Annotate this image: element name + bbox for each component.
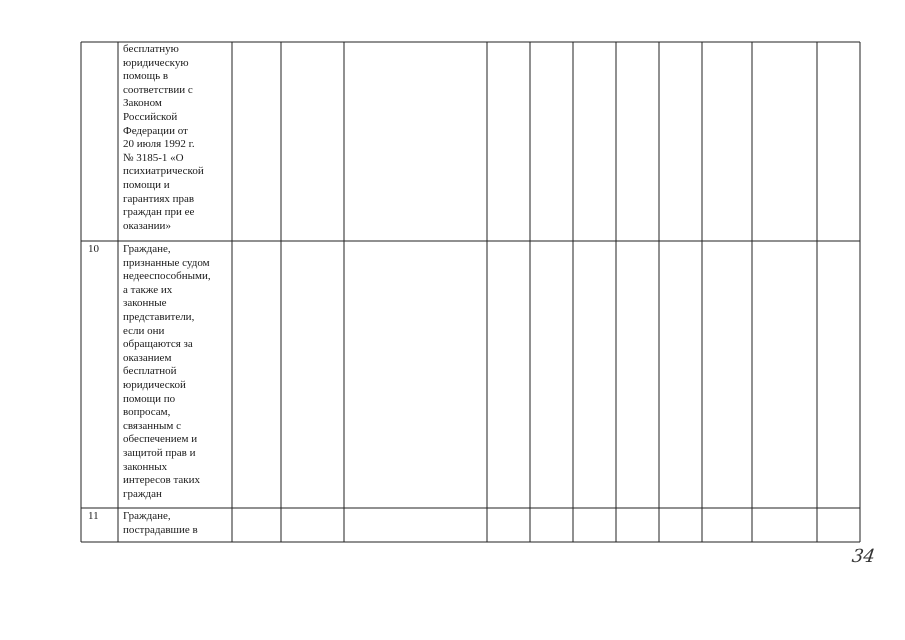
page-number: 34 — [850, 546, 877, 567]
row-description: бесплатную юридическую помощь в соответствии с Законом Российской Федерации от 20 июля 1992 г. № 3185-1 «О психиатрической помощи и гарантиях прав граждан при ее оказании» — [123, 43, 204, 232]
row-description: Граждане, признанные судом недееспособными, а также их законные представители, если они обращаются за оказанием бесплатной юридической помощи по вопросам, связанным с обеспечением и защитой прав и законных интересов таких граждан — [123, 243, 211, 500]
row-number: 10 — [88, 243, 99, 255]
row-description: Граждане, пострадавшие в — [123, 510, 198, 536]
row-number: 11 — [88, 510, 99, 522]
